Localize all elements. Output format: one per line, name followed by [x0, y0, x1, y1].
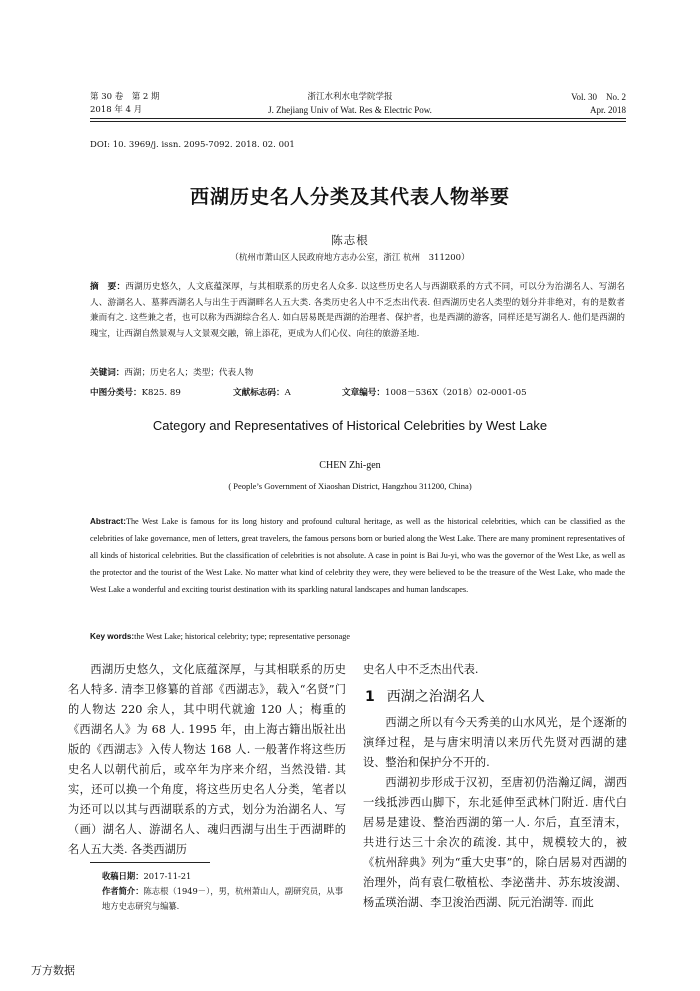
body-paragraph: 西湖历史悠久，文化底蕴深厚，与其相联系的历史名人特多. 清李卫修纂的首部《西湖志》，载入“名贤”门的人物达 220 余人，其中明代就逾 120 人；梅重的《西湖名人》为 68 人. 1995 年，由上海古籍出版社出版的《西湖志》入传人物达 168 人. 一般著作将这些历史名人以朝代前后，或卒年为序来介绍，当然没错. 其实，还可以换一个角度，将这些历史名人分类，笔者以为还可以以其与西湖联系的方式，划分为治湖名人、写（画）湖名人、游湖名人、魂归西湖与出生于西湖畔的名人五大类. 各类西湖历	[68, 663, 346, 856]
watermark: 万方数据	[31, 964, 75, 977]
abstract-en	[90, 513, 625, 598]
keywords-en-text: the West Lake; historical celebrity; type; representative personage	[134, 632, 350, 641]
abstract-en-text: The West Lake is famous for its long history and profound cultural heritage, as well as the historical celebrities, which can be classified as the celebrities of lake governance, men of letters, great travelers, the famous persons born or buried along the West Lake. There are many prominent representatives of all kinds of historical celebrities. But the classification of celebrities is not absolute. A case in point is Bai Ju-yi, who was the governor of the West Lke, as well as the protector and the tourist of the West Lake. No matter what kind of celebrity they were, they were believed to be the treasure of the West Lake, who made the West Lake a wonderful and exciting tourist destination with its sparkling natural landscapes and human landscapes.	[90, 517, 625, 594]
journal-name: 浙江水利水电学院学报 J. Zhejiang Univ of Wat. Res & Electric Pow.	[268, 92, 432, 115]
article-number: 文章编号：1008－536X（2018）02-0001-05	[342, 388, 527, 398]
document-code: 文献标志码：A	[233, 388, 291, 398]
abstract-en-label: Abstract:	[90, 517, 126, 526]
abstract-label: 摘 要：	[90, 282, 126, 292]
keywords-text: 西湖；历史名人；类型；代表人物	[124, 368, 254, 378]
section-title: 西湖之治湖名人	[386, 689, 485, 705]
header-rule	[90, 118, 626, 119]
abstract-cn	[90, 280, 625, 342]
journal-volume-en: Vol. 30 No. 2 Apr. 2018	[571, 92, 626, 115]
keywords-label: 关键词：	[90, 368, 125, 378]
title-en: Category and Representatives of Historical Celebrities by West Lake	[152, 418, 548, 433]
received-date: 2017-11-21	[143, 871, 192, 881]
received-label: 收稿日期：	[102, 871, 144, 881]
keywords-en-label: Key words:	[90, 632, 135, 641]
body-right-column	[363, 660, 627, 913]
body-paragraph: 西湖初步形成于汉初，至唐初仍浩瀚辽阔，湖西一线抵涉西山脚下，东北延伸至武林门附近. 唐代白居易是建设、整治西湖的第一人. 尔后，直至清末，共进行达三十余次的疏浚. 其中，规模较大的，被《杭州辞典》列为“重大史事”的，除白居易对西湖的治理外，尚有袁仁敬植松、李泌凿井、苏东坡浚湖、杨孟瑛治湖、李卫浚治西湖、阮元治湖等. 而此	[363, 776, 627, 909]
author-name-en: CHEN Zhi-gen	[319, 460, 381, 471]
doi: DOI: 10. 3969/j. issn. 2095-7092. 2018. 02. 001	[90, 140, 295, 150]
body-paragraph-continued: 史名人中不乏杰出代表.	[363, 663, 479, 676]
keywords-cn	[90, 366, 625, 382]
header-rule-2	[90, 121, 626, 122]
body-left-column	[68, 660, 346, 860]
clc-number: 中图分类号：K825. 89	[90, 388, 181, 398]
page-title: 西湖历史名人分类及其代表人物举要	[189, 186, 510, 208]
section-number: 1	[365, 689, 375, 705]
journal-volume-issue: 第 30 卷 第 2 期 2018 年 4 月	[90, 92, 160, 115]
footnote-rule	[90, 862, 210, 863]
body-paragraph: 西湖之所以有今天秀美的山水风光，是个逐渐的演绎过程，是与唐宋明清以来历代先贤对西湖的建设、整治和保护分不开的.	[363, 716, 627, 769]
keywords-en	[90, 628, 625, 645]
author-name: 陈志根	[331, 233, 369, 247]
author-bio: 陈志根（1949－），男，杭州萧山人，副研究员，从事地方史志研究与编纂.	[102, 886, 343, 911]
abstract-text: 西湖历史悠久，人文底蕴深厚，与其相联系的历史名人众多. 以这些历史名人与西湖联系的方式不同，可以分为治湖名人、写湖名人、游湖名人、墓葬西湖名人与出生于西湖畔名人五大类. 各类历史名人中不乏杰出代表. 但西湖历史名人类型的划分并非绝对，有的是数者兼而有之. 这些兼之者，也可以称为西湖综合名人. 如白居易既是西湖的治理者、保护者，也是西湖的游客，同样还是写湖名人. 他们是西湖的瑰宝，让西湖自然景观与人文景观交融，锦上添花，更成为人们心仪、向往的旅游圣地.	[90, 282, 625, 339]
author-affiliation: （杭州市萧山区人民政府地方志办公室，浙江 杭州 311200）	[230, 253, 470, 263]
section-heading	[365, 687, 627, 707]
footnote	[90, 869, 348, 914]
author-bio-label: 作者简介：	[102, 886, 144, 896]
author-affiliation-en: ( People’s Government of Xiaoshan District, Hangzhou 311200, China)	[228, 481, 472, 491]
